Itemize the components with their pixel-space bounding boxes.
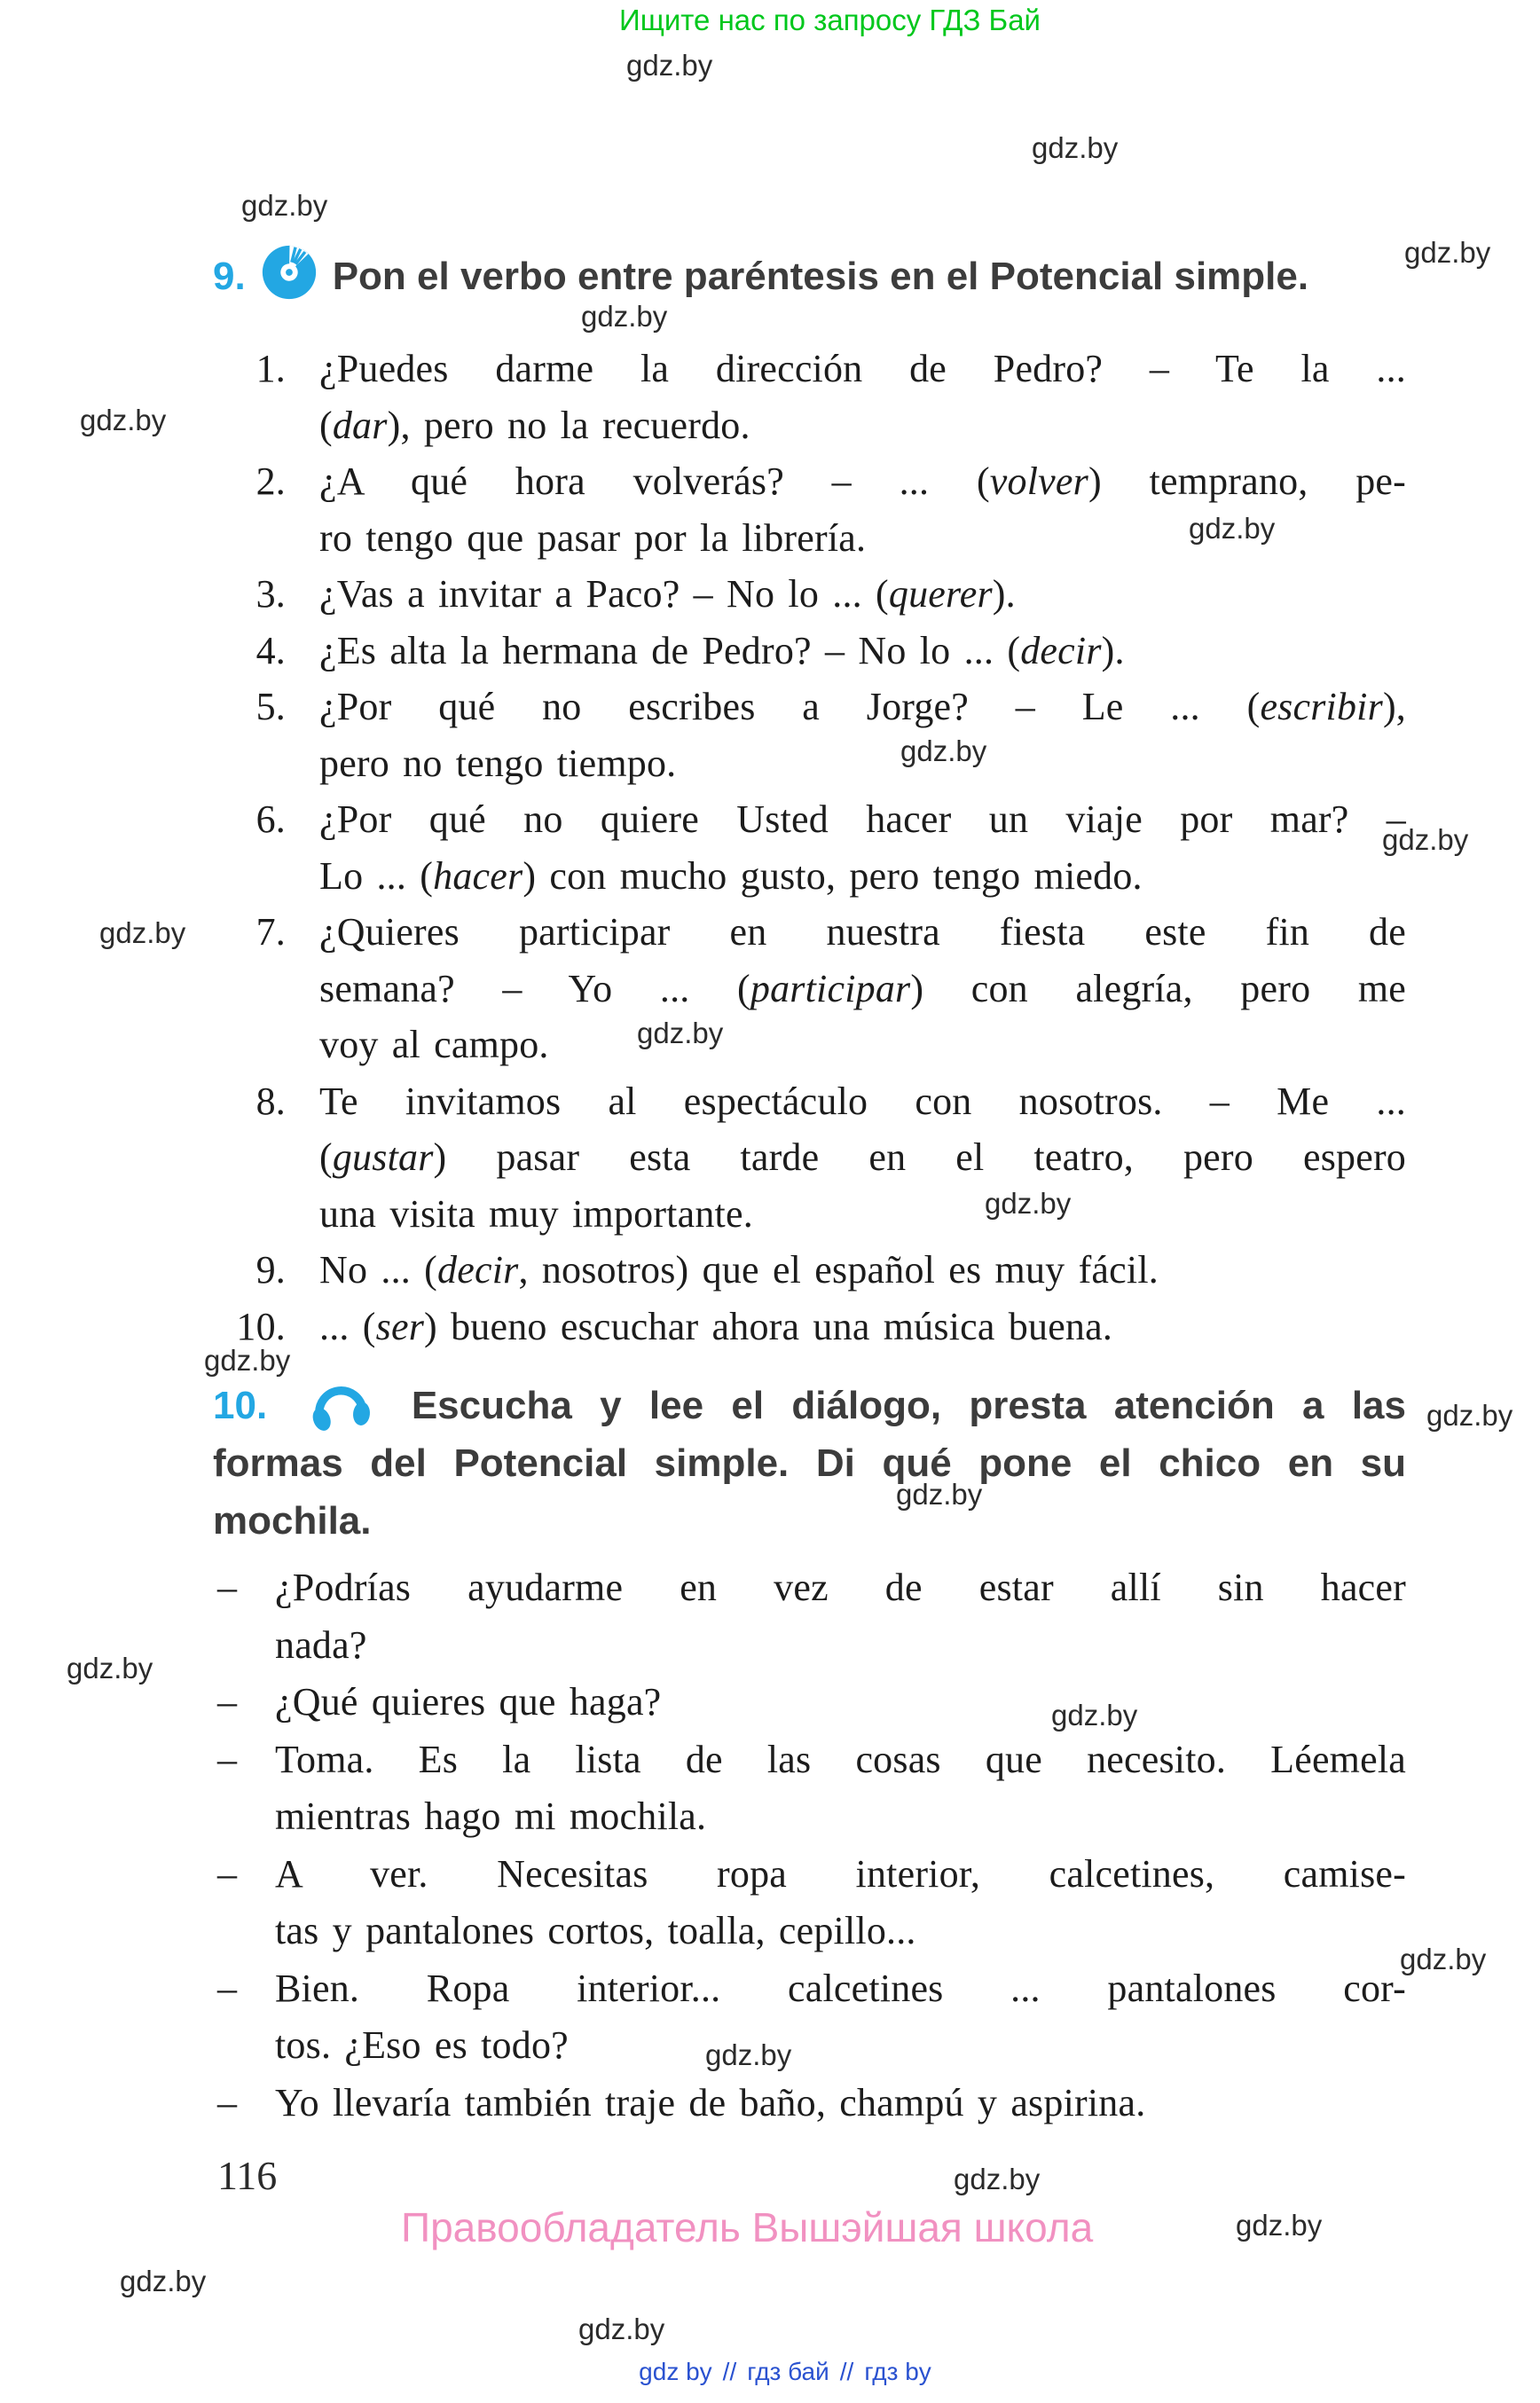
text-segment: nada?	[275, 1622, 367, 1667]
gdz-watermark: gdz.by	[626, 49, 713, 82]
item-line	[319, 341, 1406, 397]
exercise10-title-line1	[213, 1374, 1406, 1434]
gdz-watermark: gdz.by	[1404, 236, 1491, 269]
gdz-watermark: gdz.by	[578, 2313, 665, 2345]
item-number: 8.	[255, 1079, 286, 1123]
gdz-watermark: gdz.by	[1236, 2209, 1323, 2242]
exercise10-header	[213, 1374, 1406, 1550]
exercise9-item	[213, 453, 1406, 566]
item-line	[319, 510, 1406, 567]
item-line	[319, 1017, 1406, 1073]
text-segment: tas y pantalones cortos, toalla, cepillo...	[275, 1909, 916, 1952]
dialogue-line	[217, 1559, 1406, 1674]
item-line	[319, 1299, 1406, 1355]
item-text	[319, 904, 1406, 1073]
text-segment: ¿A qué hora volverás? – ... (	[319, 459, 990, 503]
item-text	[319, 623, 1406, 679]
text-segment: A ver. Necesitas ropa interior, calcetines, camise-	[275, 1851, 1406, 1896]
verb-italic: participar	[750, 966, 911, 1010]
text-segment: Yo llevaría también traje de baño, champú y aspirina.	[275, 2080, 1146, 2124]
page-number: 116	[217, 2153, 278, 2198]
text-segment: ) bueno escuchar ahora una música buena.	[424, 1304, 1113, 1348]
exercise9-title: Pon el verbo entre paréntesis en el Potencial simple.	[332, 255, 1309, 298]
gdz-watermark: gdz.by	[80, 404, 167, 436]
item-number: 7.	[255, 910, 286, 954]
item-line	[319, 679, 1406, 735]
item-line	[319, 848, 1406, 905]
text-segment: ) con mucho gusto, pero tengo miedo.	[522, 853, 1143, 898]
exercise10-title-line3: mochila.	[213, 1499, 372, 1543]
text-segment: ).	[992, 572, 1016, 616]
exercise9-item	[213, 566, 1406, 623]
item-line	[319, 1073, 1406, 1130]
text-segment: ¿Vas a invitar a Paco? – No lo ... (	[319, 572, 889, 616]
exercise9-list	[213, 341, 1406, 1355]
footer-separator: //	[839, 2358, 854, 2385]
dialogue-line	[217, 1674, 1406, 1732]
text-segment: Lo ... (	[319, 853, 434, 898]
dialogue-dash: –	[217, 1566, 238, 1609]
dialogue-text	[275, 1960, 1406, 2075]
text-segment: Bien. Ropa interior... calcetines ... pantalones cor-	[275, 1966, 1406, 2010]
item-line	[319, 735, 1406, 792]
item-number: 3.	[255, 572, 286, 616]
dialogue-text	[275, 1674, 1406, 1732]
verb-italic: decir	[1020, 628, 1102, 672]
text-segment: ¿Podrías ayudarme en vez de estar allí sin hacer	[275, 1566, 1406, 1609]
search-promo-text: Ищите нас по запросу ГДЗ Бай	[619, 4, 1041, 36]
item-text	[319, 341, 1406, 453]
text-segment: ),	[1382, 685, 1406, 728]
gdz-watermark: gdz.by	[896, 1478, 983, 1511]
text-segment: , nosotros) que el español es muy fácil.	[518, 1248, 1159, 1292]
item-line	[319, 1129, 1406, 1186]
dialogue-text	[275, 1846, 1406, 1960]
text-segment: (	[319, 403, 333, 447]
item-line	[319, 961, 1406, 1017]
text-segment: ), pero no la recuerdo.	[387, 403, 750, 447]
verb-italic: ser	[375, 1304, 425, 1348]
item-text	[319, 566, 1406, 623]
exercise10-title: Escucha y lee el diálogo, presta atención a las	[411, 1384, 1406, 1427]
gdz-watermark: gdz.by	[705, 2038, 792, 2071]
exercise10-number: 10.	[213, 1384, 268, 1427]
exercise9-item	[213, 1299, 1406, 1355]
exercise9-item	[213, 791, 1406, 904]
text-segment: Toma. Es la lista de las cosas que necesito. Léemela	[275, 1737, 1406, 1781]
text-segment: tos. ¿Eso es todo?	[275, 2023, 569, 2067]
item-number: 4.	[255, 628, 286, 672]
dialogue-text	[275, 2075, 1406, 2132]
text-segment: mientras hago mi mochila.	[275, 1794, 707, 1838]
text-segment: ).	[1101, 628, 1125, 672]
dialogue-line	[217, 2075, 1406, 2132]
gdz-watermark: gdz.by	[204, 1344, 291, 1377]
text-segment: voy al campo.	[319, 1023, 549, 1066]
text-segment: ro tengo que pasar por la librería.	[319, 515, 867, 560]
dialogue-dash: –	[217, 1737, 238, 1781]
dialogue-line	[275, 1788, 1406, 1846]
gdz-watermark: gdz.by	[985, 1187, 1072, 1220]
item-line	[319, 791, 1406, 848]
dialogue-dash: –	[217, 1966, 238, 2010]
text-segment: ) con alegría, pero me	[910, 966, 1406, 1010]
item-number: 2.	[255, 459, 286, 503]
footer-link-gdz-by-2[interactable]: гдз by	[864, 2358, 931, 2385]
headphones-icon	[308, 1374, 372, 1433]
text-segment: ... (	[319, 1304, 376, 1348]
dialogue-line	[217, 1732, 1406, 1846]
gdz-watermark: gdz.by	[1400, 1943, 1487, 1975]
gdz-watermark: gdz.by	[1426, 1399, 1513, 1432]
dialogue-text	[275, 1559, 1406, 1674]
dialogue-line	[217, 1846, 1406, 1960]
gdz-watermark: gdz.by	[241, 189, 328, 222]
gdz-watermark: gdz.by	[1189, 512, 1276, 545]
copyright-text: Правообладатель Вышэйшая школа	[401, 2204, 1094, 2250]
item-line	[319, 623, 1406, 679]
item-number: 6.	[255, 797, 286, 841]
item-line	[319, 1186, 1406, 1243]
footer-links	[0, 2358, 1540, 2386]
text-segment: Te invitamos al espectáculo con nosotros. – Me ...	[319, 1079, 1406, 1123]
text-segment: ¿Por qué no escribes a Jorge? – Le ... (	[319, 685, 1261, 728]
exercise9-item	[213, 1073, 1406, 1243]
item-line	[319, 566, 1406, 623]
gdz-watermark: gdz.by	[637, 1017, 724, 1049]
gdz-watermark: gdz.by	[581, 300, 668, 333]
item-number: 5.	[255, 685, 286, 728]
exercise9-item	[213, 679, 1406, 791]
cd-icon	[258, 241, 320, 303]
gdz-watermark: gdz.by	[1032, 131, 1119, 164]
exercise9-item	[213, 904, 1406, 1073]
text-segment: semana? – Yo ... (	[319, 966, 750, 1010]
dialogue-line	[275, 2017, 1406, 2075]
dialogue-line	[275, 2075, 1406, 2132]
item-text	[319, 1242, 1406, 1299]
text-segment: ¿Quieres participar en nuestra fiesta este fin de	[319, 910, 1406, 954]
exercise10-title-line2: formas del Potencial simple. Di qué pone el chico en su	[213, 1441, 1406, 1485]
exercise9-item	[213, 1242, 1406, 1299]
gdz-watermark: gdz.by	[954, 2163, 1041, 2195]
item-text	[319, 791, 1406, 904]
item-number: 10.	[236, 1304, 286, 1348]
verb-italic: gustar	[332, 1135, 434, 1179]
gdz-watermark: gdz.by	[900, 734, 987, 767]
item-text	[319, 1073, 1406, 1243]
item-line	[319, 397, 1406, 454]
text-segment: No ... (	[319, 1248, 438, 1292]
dialogue-dash: –	[217, 1680, 238, 1724]
exercise9-header	[213, 241, 1406, 305]
dialogue-line	[275, 1674, 1406, 1732]
gdz-watermark: gdz.by	[1051, 1699, 1138, 1732]
item-number: 1.	[255, 347, 286, 390]
item-line	[319, 1242, 1406, 1299]
verb-italic: volver	[989, 459, 1088, 503]
text-segment: ) pasar esta tarde en el teatro, pero espero	[433, 1135, 1406, 1179]
text-segment: ) temprano, pe-	[1088, 459, 1406, 503]
dialogue-line	[275, 1732, 1406, 1789]
dialogue-line	[275, 1960, 1406, 2018]
gdz-watermark: gdz.by	[120, 2265, 207, 2297]
gdz-watermark: gdz.by	[67, 1652, 153, 1684]
dialogue	[217, 1559, 1406, 2132]
footer-link-gdz-by[interactable]: gdz by	[639, 2358, 712, 2385]
text-segment: (	[319, 1135, 333, 1179]
item-text	[319, 679, 1406, 791]
item-line	[319, 453, 1406, 510]
dialogue-dash: –	[217, 2080, 238, 2124]
text-segment: ¿Es alta la hermana de Pedro? – No lo ... (	[319, 628, 1021, 672]
item-text	[319, 1299, 1406, 1355]
text-segment: pero no tengo tiempo.	[319, 741, 677, 785]
dialogue-line	[275, 1903, 1406, 1960]
dialogue-line	[217, 1960, 1406, 2075]
text-segment: ¿Qué quieres que haga?	[275, 1680, 662, 1724]
text-segment: ¿Puedes darme la dirección de Pedro? – Te la ...	[319, 347, 1406, 390]
dialogue-dash: –	[217, 1851, 238, 1896]
dialogue-line	[275, 1846, 1406, 1904]
verb-italic: escribir	[1260, 685, 1383, 728]
verb-italic: decir	[437, 1248, 519, 1292]
gdz-watermark: gdz.by	[99, 916, 186, 949]
exercise9-number: 9.	[213, 255, 246, 298]
gdz-watermark: gdz.by	[1382, 823, 1469, 856]
verb-italic: querer	[888, 572, 993, 616]
dialogue-text	[275, 1732, 1406, 1846]
exercise9-item	[213, 623, 1406, 679]
text-segment: una visita muy importante.	[319, 1191, 753, 1236]
dialogue-line	[275, 1559, 1406, 1617]
verb-italic: hacer	[433, 853, 523, 898]
item-number: 9.	[255, 1248, 286, 1292]
footer-link-gdz-bai[interactable]: гдз бай	[747, 2358, 829, 2385]
item-line	[319, 904, 1406, 961]
exercise9-item	[213, 341, 1406, 453]
text-segment: ¿Por qué no quiere Usted hacer un viaje por mar? –	[319, 797, 1406, 841]
item-text	[319, 453, 1406, 566]
dialogue-line	[275, 1617, 1406, 1675]
verb-italic: dar	[332, 403, 388, 447]
footer-separator: //	[722, 2358, 737, 2385]
